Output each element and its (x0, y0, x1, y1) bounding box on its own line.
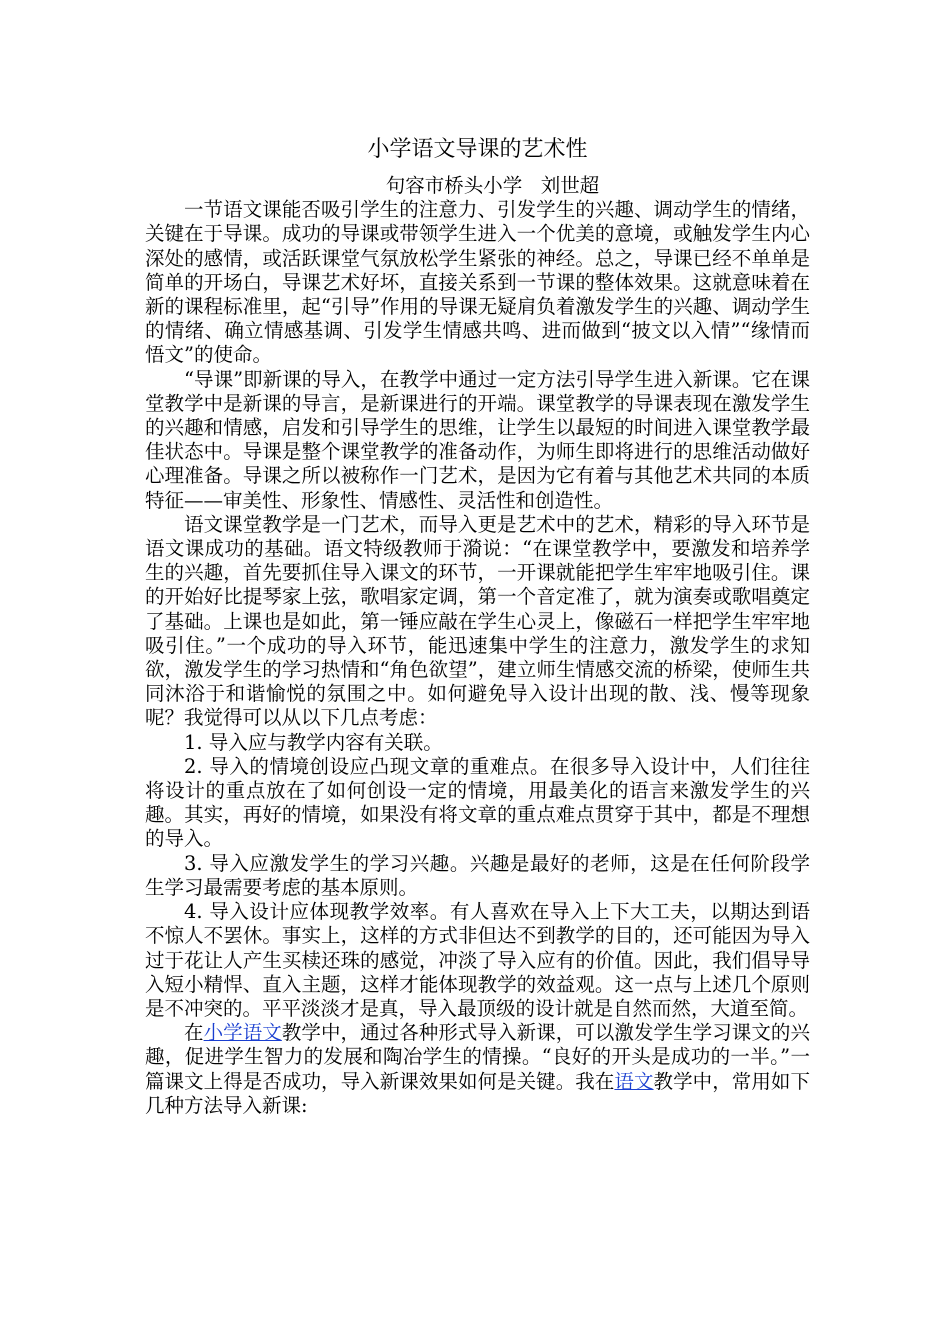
document-page (145, 136, 810, 1118)
text-segment: 在 (184, 1021, 204, 1045)
text-segment: 教学中，常用如下几种方法导入新课: (145, 1069, 810, 1117)
paragraph-art: 语文课堂教学是一门艺术，而导入更是艺术中的艺术，精彩的导入环节是语文课成功的基础。语文特级教师于漪说：“在课堂教学中，要激发和培养学生的兴趣，首先要抓住导入课文的环节，一开课就能把学生牢牢地吸引住。课的开始好比提琴家上弦，歌唱家定调，第一个音定准了，就为演奏或歌唱奠定了基础。上课也是如此，第一锤应敲在学生心灵上，像磁石一样把学生牢牢地吸引住。”一个成功的导入环节，能迅速集中学生的注意力，激发学生的求知欲，激发学生的学习热情和“角色欲望”，建立师生情感交流的桥梁，使师生共同沐浴于和谐愉悦的氛围之中。如何避免导入设计出现的散、浅、慢等现象呢？我觉得可以从以下几点考虑： (145, 512, 810, 730)
document-title: 小学语文导课的艺术性 (367, 137, 588, 162)
paragraph-definition: “导课”即新课的导入，在教学中通过一定方法引导学生进入新课。它在课堂教学中是新课的导言，是新课进行的开端。课堂教学的导课表现在激发学生的兴趣和情感，启发和引导学生的思维，让学生以最短的时间进入课堂教学最佳状态中。导课是整个课堂教学的准备动作，为师生即将进行的思维活动做好心理准备。导课之所以被称作一门艺术，是因为它有着与其他艺术共同的本质特征——审美性、形象性、情感性、灵活性和创造性。 (145, 367, 810, 512)
text-segment: 教学中，通过各种形式导入新课，可以激发学生学习课文的兴趣，促进学生智力的发展和陶冶学生的情操。“良好的开头是成功的一半。”一篇课文上得是否成功，导入新课效果如何是关键。我在 (145, 1021, 810, 1093)
list-item-3: 3. 导入应激发学生的学习兴趣。兴趣是最好的老师，这是在任何阶段学生学习最需要考虑的基本原则。 (145, 851, 810, 899)
list-item-4: 4. 导入设计应体现教学效率。有人喜欢在导入上下大工夫，以期达到语不惊人不罢休。事实上，这样的方式非但达不到教学的目的，还可能因为导入过于花让人产生买椟还珠的感觉，冲淡了导入应有的价值。因此，我们倡导导入短小精悍、直入主题，这样才能体现教学的效益观。这一点与上述几个原则是不冲突的。平平淡淡才是真，导入最顶级的设计就是自然而然，大道至简。 (145, 900, 810, 1020)
author-line: 句容市桥头小学 刘世超 (385, 174, 600, 197)
link-chinese[interactable]: 语文 (614, 1069, 654, 1093)
list-item-1: 1. 导入应与教学内容有关联。 (184, 730, 443, 754)
paragraph-intro: 一节语文课能否吸引学生的注意力、引发学生的兴趣、调动学生的情绪，关键在于导课。成功的导课或带领学生进入一个优美的意境，或触发学生内心深处的感情，或活跃课堂气氛放松学生紧张的神经。总之，导课已经不单单是简单的开场白，导课艺术好坏，直接关系到一节课的整体效果。这就意味着在新的课程标准里，起“引导”作用的导课无疑肩负着激发学生的兴趣、调动学生的情绪、确立情感基调、引发学生情感共鸣、进而做到“披文以入情”“缘情而悟文”的使命。 (145, 198, 810, 367)
paragraph-methods (145, 1021, 810, 1118)
list-item-2: 2. 导入的情境创设应凸现文章的重难点。在很多导入设计中，人们往往将设计的重点放在了如何创设一定的情境，用最美化的语言来激发学生的兴趣。其实，再好的情境，如果没有将文章的重点难点贯穿于其中，都是不理想的导入。 (145, 754, 810, 851)
link-primary-chinese[interactable]: 小学语文 (203, 1021, 282, 1045)
